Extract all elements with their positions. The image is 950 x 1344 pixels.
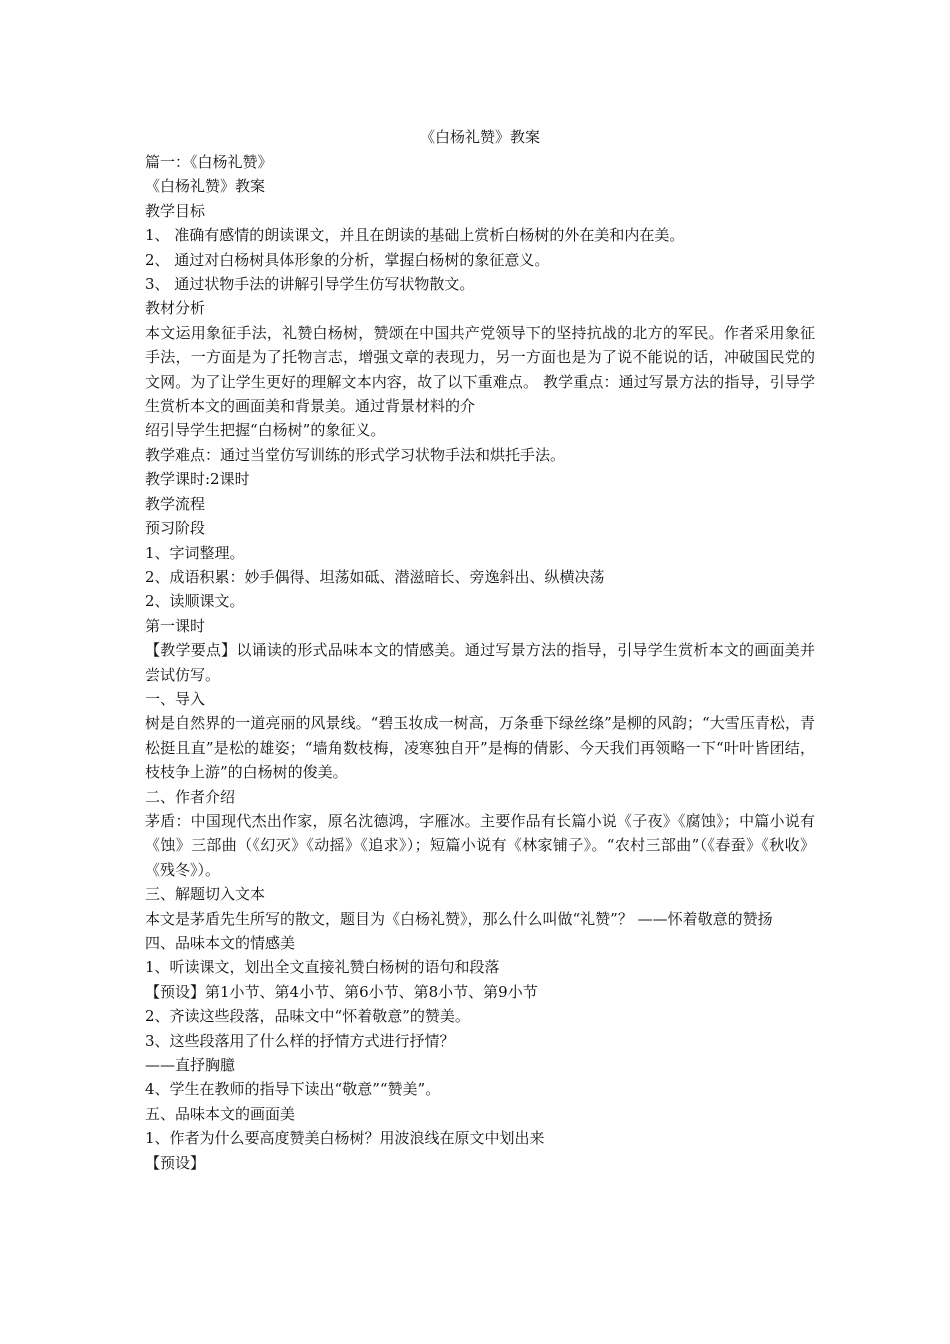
section-heading: 二、作者介绍 <box>145 787 236 806</box>
list-item: 2、 通过对白杨树具体形象的分析，掌握白杨树的象征意义。 <box>145 250 550 269</box>
document-title: 《白杨礼赞》教案 <box>419 128 540 146</box>
paragraph: 本文运用象征手法，礼赞白杨树，赞颂在中国共产党领导下的坚持抗战的北方的军民。作者采用象征手法，一方面是为了托物言志，增强文章的表现力，另一方面也是为了说不能说的话，冲破国民党的文网。为了让学生更好的理解文本内容，故了以下重难点。 教学重点：通过写景方法的指导，引导学生赏析本文的画面美和背景美。通过背景材料的介 <box>145 323 815 416</box>
section-heading: 教学目标 <box>145 201 206 220</box>
list-item: 2、齐读这些段落，品味文中“怀着敬意”的赞美。 <box>145 1007 470 1026</box>
section-heading: 四、品味本文的情感美 <box>145 934 296 952</box>
section-heading: 教学流程 <box>145 494 206 513</box>
paragraph: 茅盾：中国现代杰出作家，原名沈德鸿，字雁冰。主要作品有长篇小说《子夜》《腐蚀》；中篇小说有《蚀》三部曲（《幻灭》《动摇》《追求》）；短篇小说有《林家铺子》。“农村三部曲”（《春蚕》《秋收》《残冬》）。 <box>145 811 815 879</box>
paragraph: 本文是茅盾先生所写的散文，题目为《白杨礼赞》，那么什么叫做“礼赞”？ ——怀着敬意的赞扬 <box>145 909 773 928</box>
list-item: 3、这些段落用了什么样的抒情方式进行抒情？ <box>145 1031 455 1050</box>
paragraph: 【教学要点】以诵读的形式品味本文的情感美。通过写景方法的指导，引导学生赏析本文的画面美并尝试仿写。 <box>145 641 815 684</box>
list-item: 2、成语积累：妙手偶得、坦荡如砥、潜滋暗长、旁逸斜出、纵横决荡 <box>145 567 605 586</box>
list-item: 4、学生在教师的指导下读出“敬意”“赞美”。 <box>145 1080 441 1099</box>
text-line: 教学难点：通过当堂仿写训练的形式学习状物手法和烘托手法。 <box>145 445 566 464</box>
text-line: 篇一：《白杨礼赞》 <box>145 153 273 171</box>
list-item: 1、字词整理。 <box>145 543 245 562</box>
text-line: 绍引导学生把握“白杨树”的象征义。 <box>145 421 386 440</box>
list-item: 1、作者为什么要高度赞美白杨树？用波浪线在原文中划出来 <box>145 1129 545 1148</box>
text-line: ——直抒胸臆 <box>145 1056 236 1075</box>
text-line: 【预设】第1小节、第4小节、第6小节、第8小节、第9小节 <box>145 982 538 1001</box>
document-page <box>145 124 815 1175</box>
list-item: 1、 准确有感情的朗读课文，并且在朗读的基础上赏析白杨树的外在美和内在美。 <box>145 226 685 245</box>
section-heading: 一、导入 <box>145 689 206 708</box>
section-heading: 三、解题切入文本 <box>145 885 266 904</box>
text-line: 《白杨礼赞》教案 <box>145 177 266 196</box>
list-item: 1、听读课文，划出全文直接礼赞白杨树的语句和段落 <box>145 958 500 977</box>
section-heading: 预习阶段 <box>145 519 206 538</box>
section-heading: 第一课时 <box>145 616 206 635</box>
section-heading: 教材分析 <box>145 299 206 318</box>
text-line: 教学课时:2课时 <box>145 470 250 489</box>
section-heading: 五、品味本文的画面美 <box>145 1104 296 1123</box>
text-line: 【预设】 <box>145 1153 206 1172</box>
list-item: 3、 通过状物手法的讲解引导学生仿写状物散文。 <box>145 275 475 294</box>
paragraph: 树是自然界的一道亮丽的风景线。“碧玉妆成一树高，万条垂下绿丝绦”是柳的风韵；“大雪压青松，青松挺且直”是松的雄姿；“墙角数枝梅，凌寒独自开”是梅的倩影、今天我们再领略一下“叶叶皆团结，枝枝争上游”的白杨树的俊美。 <box>145 714 815 782</box>
list-item: 2、读顺课文。 <box>145 592 245 611</box>
